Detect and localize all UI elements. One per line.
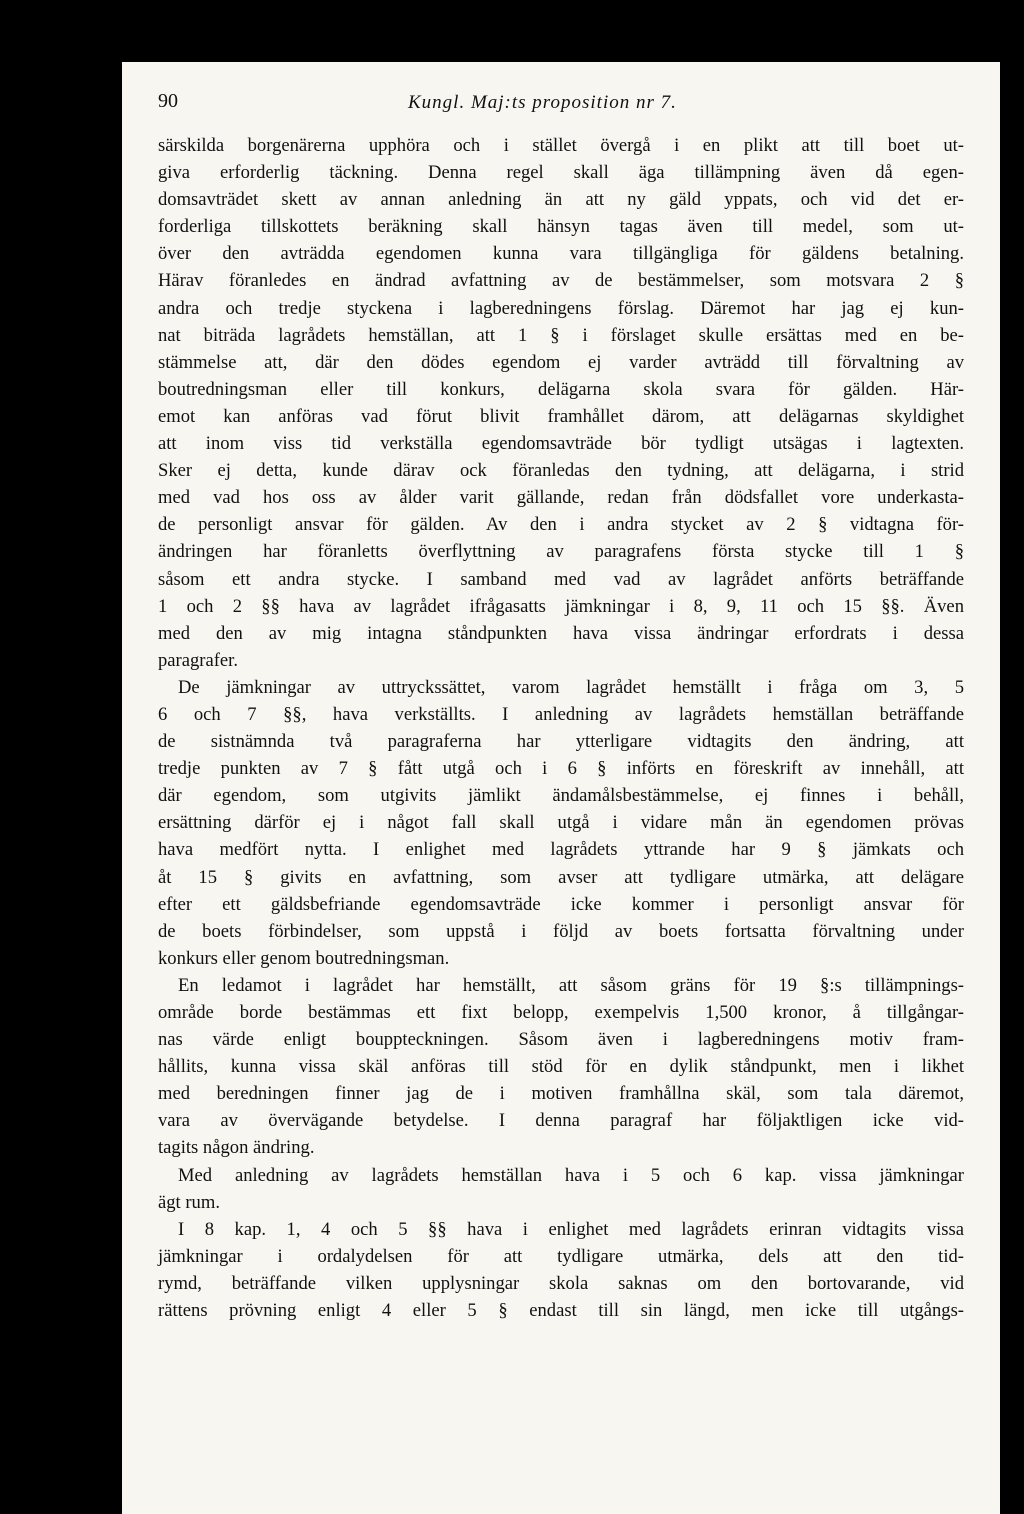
text-line: efter ett gäldsbefriande egendomsavträde icke kommer i personligt ansvar för: [158, 893, 964, 915]
text-line: konkurs eller genom boutredningsman.: [158, 947, 450, 969]
text-line: stämmelse att, där den dödes egendom ej varder avträdd till förvaltning av: [158, 351, 964, 373]
text-line: särskilda borgenärerna upphöra och i stället övergå i en plikt att till boet ut-: [158, 135, 964, 156]
text-line: ägt rum.: [158, 1191, 220, 1213]
text-line: Sker ej detta, kunde därav ock föranledas den tydning, att delägarna, i strid: [158, 460, 964, 482]
text-line: boutredningsman eller till konkurs, delägarna skola svara för gälden. Här-: [158, 378, 964, 400]
text-line: åt 15 § givits en avfattning, som avser att tydligare utmärka, att delägare: [158, 866, 964, 888]
text-line: ändringen har föranletts överflyttning av paragrafens första stycke till 1 §: [158, 541, 964, 563]
text-line: där egendom, som utgivits jämlikt ändamålsbestämmelse, ej finnes i behåll,: [158, 785, 964, 807]
text-line: andra och tredje styckena i lagberedningens förslag. Däremot har jag ej kun-: [158, 297, 964, 319]
text-line: rättens prövning enligt 4 eller 5 § endast till sin längd, men icke till utgångs-: [158, 1300, 964, 1322]
text-line: område borde bestämmas ett fixt belopp, exempelvis 1,500 kronor, å tillgångar-: [158, 1002, 964, 1023]
text-line: vara av övervägande betydelse. I denna paragraf har följaktligen icke vid-: [158, 1110, 964, 1132]
text-line: 1 och 2 §§ hava av lagrådet ifrågasatts jämkningar i 8, 9, 11 och 15 §§. Även: [158, 595, 964, 617]
text-line: de boets förbindelser, som uppstå i följd av boets fortsatta förvaltning under: [158, 920, 964, 942]
text-line: De jämkningar av uttryckssättet, varom lagrådet hemställt i fråga om 3, 5: [178, 676, 964, 698]
text-line: ersättning därför ej i något fall skall utgå i vidare mån än egendomen prövas: [158, 812, 964, 834]
text-line: Med anledning av lagrådets hemställan hava i 5 och 6 kap. vissa jämkningar: [178, 1164, 964, 1186]
text-line: med den av mig intagna ståndpunkten hava vissa ändringar erfordrats i dessa: [158, 622, 964, 644]
body-text: [158, 132, 964, 1324]
text-line: Härav föranledes en ändrad avfattning av de bestämmelser, som motsvara 2 §: [158, 270, 964, 292]
text-line: nat biträda lagrådets hemställan, att 1 § i förslaget skulle ersättas med en be-: [158, 324, 964, 346]
text-line: giva erforderlig täckning. Denna regel skall äga tillämpning även då egen-: [158, 162, 964, 184]
page-header: [158, 90, 978, 120]
text-line: emot kan anföras vad förut blivit framhållet därom, att delägarnas skyldighet: [158, 405, 964, 427]
text-line: En ledamot i lagrådet har hemställt, att såsom gräns för 19 §:s tillämpnings-: [178, 974, 964, 996]
running-title: Kungl. Maj:ts proposition nr 7.: [408, 92, 677, 113]
text-line: de personligt ansvar för gälden. Av den i andra stycket av 2 § vidtagna för-: [158, 514, 964, 536]
text-line: 6 och 7 §§, hava verkställts. I anledning av lagrådets hemställan beträffande: [158, 703, 964, 725]
text-line: forderliga tillskottets beräkning skall hänsyn tagas även till medel, som ut-: [158, 216, 964, 238]
text-line: I 8 kap. 1, 4 och 5 §§ hava i enlighet med lagrådets erinran vidtagits vissa: [178, 1218, 964, 1240]
text-line: tredje punkten av 7 § fått utgå och i 6 § införts en föreskrift av innehåll, att: [158, 758, 964, 780]
text-line: med beredningen finner jag de i motiven framhållna skäl, som tala däremot,: [158, 1083, 964, 1105]
text-line: de sistnämnda två paragraferna har ytterligare vidtagits den ändring, att: [158, 731, 964, 753]
text-line: nas värde enligt bouppteckningen. Såsom även i lagberedningens motiv fram-: [158, 1029, 964, 1051]
text-line: paragrafer.: [158, 649, 238, 671]
page-number: 90: [158, 90, 178, 112]
text-line: med vad hos oss av ålder varit gällande, redan från dödsfallet vore underkasta-: [158, 487, 964, 509]
text-line: såsom ett andra stycke. I samband med vad av lagrådet anförts beträffande: [158, 568, 964, 590]
text-line: rymd, beträffande vilken upplysningar skola saknas om den bortovarande, vid: [158, 1272, 964, 1294]
text-line: hållits, kunna vissa skäl anföras till stöd för en dylik ståndpunkt, men i likhet: [158, 1056, 964, 1078]
text-line: hava medfört nytta. I enlighet med lagrådets yttrande har 9 § jämkats och: [158, 839, 964, 861]
text-line: domsavträdet skett av annan anledning än att ny gäld yppats, och vid det er-: [158, 189, 964, 211]
text-line: att inom viss tid verkställa egendomsavträde bör tydligt utsägas i lagtexten.: [158, 433, 964, 455]
text-line: tagits någon ändring.: [158, 1137, 315, 1159]
text-line: över den avträdda egendomen kunna vara tillgängliga för gäldens betalning.: [158, 243, 964, 265]
text-line: jämkningar i ordalydelsen för att tydligare utmärka, dels att den tid-: [158, 1245, 964, 1267]
